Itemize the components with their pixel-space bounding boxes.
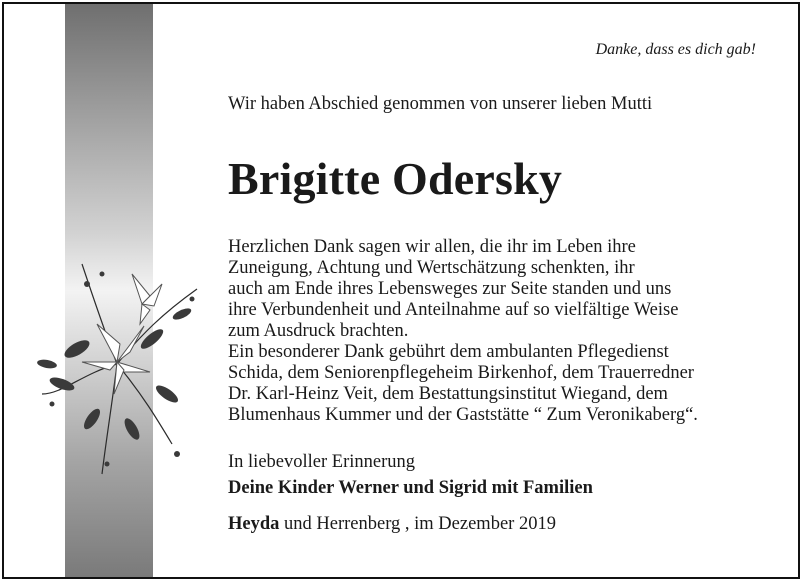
intro-line: Wir haben Abschied genommen von unserer lieben Mutti — [228, 94, 653, 114]
thanks-line: Ein besonderer Dank gebührt dem ambulanten Pflegedienst — [228, 342, 669, 362]
thanks-line: Herzlichen Dank sagen wir allen, die ihr im Leben ihre — [228, 237, 636, 257]
memory-line: In liebevoller Erinnerung — [228, 452, 415, 472]
thanks-line: ihre Verbundenheit und Anteilnahme auf so vielfältige Weise — [228, 300, 679, 320]
place-date — [228, 514, 556, 535]
place-date-rest: und Herrenberg , im Dezember 2019 — [279, 514, 556, 534]
lily-bouquet-icon — [22, 244, 212, 484]
thanks-text — [228, 237, 768, 426]
thanks-line: Dr. Karl-Heinz Veit, dem Bestattungsinstitut Wiegand, dem — [228, 384, 668, 404]
family-signature: Deine Kinder Werner und Sigrid mit Familien — [228, 478, 593, 498]
thanks-line: Zuneigung, Achtung und Wertschätzung schenkten, ihr — [228, 258, 635, 278]
thanks-line: zum Ausdruck brachten. — [228, 321, 409, 341]
obituary-card — [2, 2, 800, 579]
thanks-line: auch am Ende ihres Lebensweges zur Seite standen und uns — [228, 279, 672, 299]
motto: Danke, dass es dich gab! — [595, 41, 756, 58]
thanks-line: Schida, dem Seniorenpflegeheim Birkenhof, dem Trauerredner — [228, 363, 694, 383]
thanks-line: Blumenhaus Kummer und der Gaststätte “ Zum Veronikaberg“. — [228, 405, 698, 425]
deceased-name: Brigitte Odersky — [228, 153, 563, 204]
place-name: Heyda — [228, 514, 280, 534]
